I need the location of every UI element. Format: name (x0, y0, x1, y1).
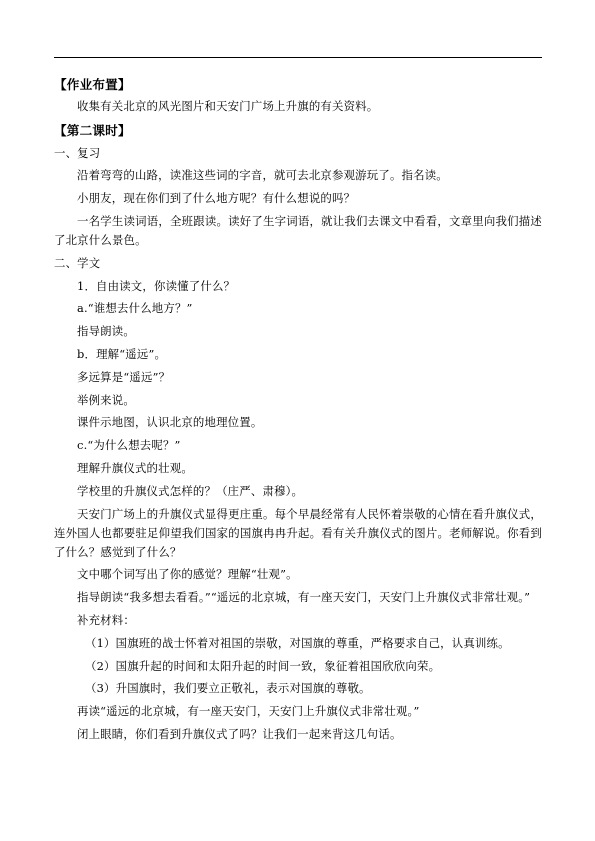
section-heading-homework: 【作业布置】 (54, 77, 131, 92)
paragraph: 举例来说。 (77, 392, 135, 407)
paragraph: 再读“遥远的北京城，有一座天安门，天安门上升旗仪式非常壮观。” (77, 704, 420, 719)
subsection-heading-study: 二、学文 (54, 255, 101, 270)
paragraph: 学校里的升旗仪式怎样的？（庄严、肃穆）。 (77, 483, 304, 498)
paragraph: 1．自由读文，你读懂了什么？ (77, 278, 236, 293)
paragraph: 指导朗读“我多想去看看。”“遥远的北京城，有一座天安门，天安门上升旗仪式非常壮观。” (77, 590, 531, 605)
list-item: （3）升国旗时，我们要立正敬礼，表示对国旗的尊敬。 (85, 681, 371, 696)
document-body (54, 74, 542, 748)
paragraph: a.“谁想去什么地方？” (77, 301, 193, 316)
paragraph: 文中哪个词写出了你的感觉？理解“壮观”。 (77, 567, 298, 582)
paragraph: 理解升旗仪式的壮观。 (77, 460, 193, 475)
paragraph: b．理解“遥远”。 (77, 346, 167, 361)
paragraph: 补充材料： (77, 612, 135, 627)
section-heading-second-lesson: 【第二课时】 (54, 123, 131, 139)
header-rule (54, 57, 542, 58)
list-item: （2）国旗升起的时间和太阳升起的时间一致，象征着祖国欣欣向荣。 (85, 658, 441, 673)
paragraph: 天安门广场上的升旗仪式显得更庄重。每个早晨经常有人民怀着崇敬的心情在看升旗仪式，连外国人也都要驻足仰望我们国家的国旗冉冉升起。看有关升旗仪式的图片。老师解说。你看到了什么？感觉到了什么？ (54, 506, 542, 559)
paragraph: 沿着弯弯的山路，读准这些词的字音，就可去北京参观游玩了。指名读。 (77, 168, 448, 183)
paragraph: 小朋友，现在你们到了什么地方呢？有什么想说的吗？ (77, 191, 356, 206)
paragraph: 多远算是“遥远”？ (77, 369, 171, 384)
paragraph: c.“为什么想去呢？” (77, 438, 181, 453)
subsection-heading-review: 一、复习 (54, 145, 101, 160)
paragraph: 闭上眼睛，你们看到升旗仪式了吗？让我们一起来背这几句话。 (77, 726, 402, 741)
list-item: （1）国旗班的战士怀着对祖国的崇敬，对国旗的尊重，严格要求自己，认真训练。 (85, 635, 510, 650)
paragraph: 课件示地图，认识北京的地理位置。 (77, 415, 263, 430)
paragraph: 收集有关北京的风光图片和天安门广场上升旗的有关资料。 (77, 99, 379, 114)
paragraph: 一名学生读词语，全班跟读。读好了生字词语，就让我们去课文中看看，文章里向我们描述了北京什么景色。 (54, 213, 542, 247)
paragraph: 指导朗读。 (77, 324, 135, 339)
